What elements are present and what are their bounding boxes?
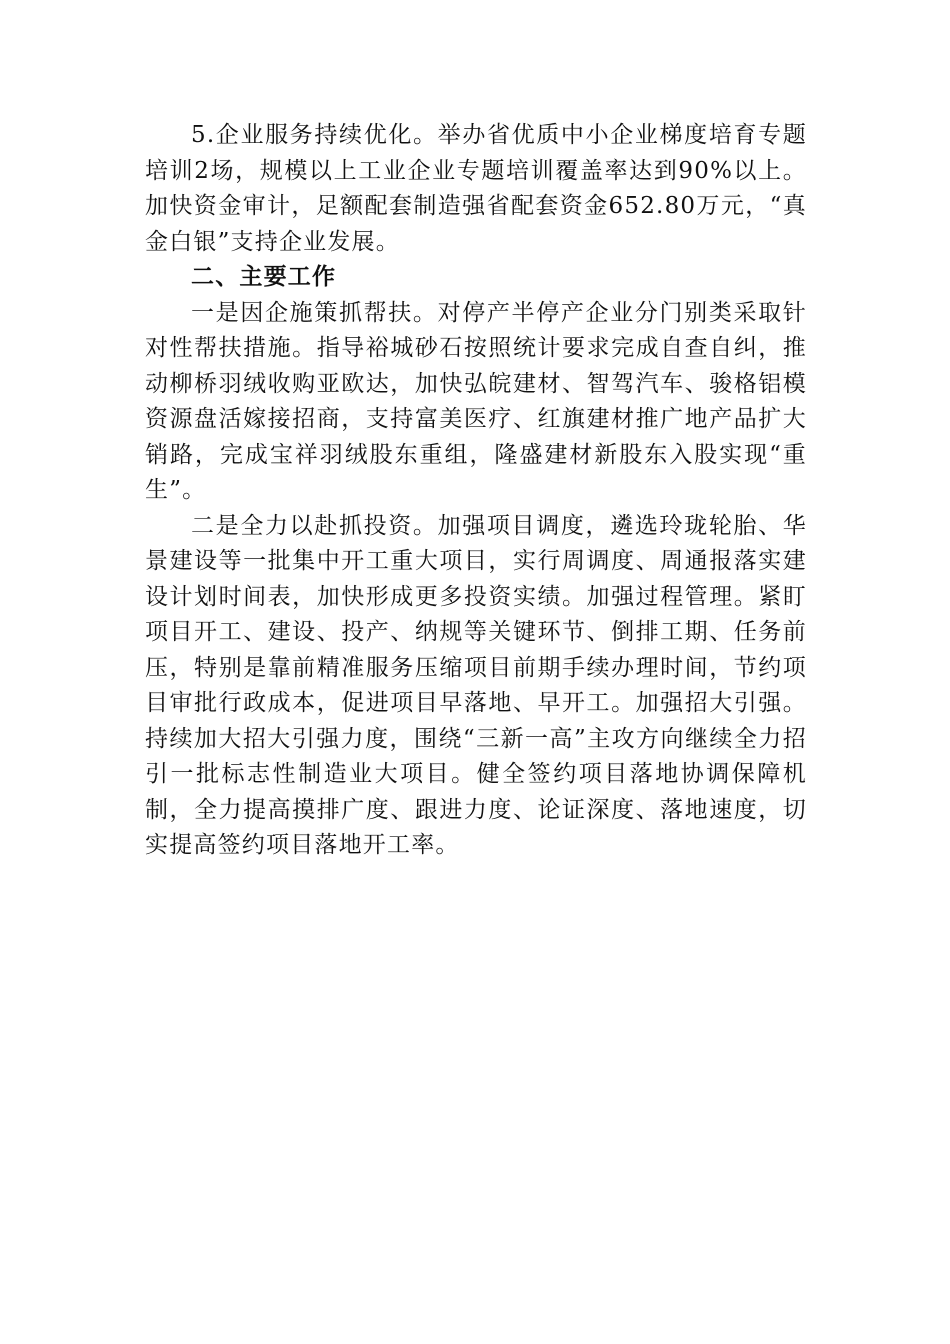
- document-body: [145, 118, 807, 864]
- paragraph-enterprise-service: 5.企业服务持续优化。举办省优质中小企业梯度培育专题培训2场，规模以上工业企业专题培训覆盖率达到90%以上。加快资金审计，足额配套制造强省配套资金652.80万元，“真金白银”支持企业发展。: [145, 122, 807, 255]
- paragraph-investment: 二是全力以赴抓投资。加强项目调度，遴选玲珑轮胎、华景建设等一批集中开工重大项目，实行周调度、周通报落实建设计划时间表，加快形成更多投资实绩。加强过程管理。紧盯项目开工、建设、投产、纳规等关键环节、倒排工期、任务前压，特别是靠前精准服务压缩项目前期手续办理时间，节约项目审批行政成本，促进项目早落地、早开工。加强招大引强。持续加大招大引强力度，围绕“三新一高”主攻方向继续全力招引一批标志性制造业大项目。健全签约项目落地协调保障机制，全力提高摸排广度、跟进力度、论证深度、落地速度，切实提高签约项目落地开工率。: [145, 512, 807, 858]
- section-heading-main-work: 二、主要工作: [191, 264, 337, 290]
- paragraph-support-enterprises: 一是因企施策抓帮扶。对停产半停产企业分门别类采取针对性帮扶措施。指导裕城砂石按照统计要求完成自查自纠，推动柳桥羽绒收购亚欧达，加快弘皖建材、智驾汽车、骏格铝模资源盘活嫁接招商，支持富美医疗、红旗建材推广地产品扩大销路，完成宝祥羽绒股东重组，隆盛建材新股东入股实现“重生”。: [145, 299, 807, 503]
